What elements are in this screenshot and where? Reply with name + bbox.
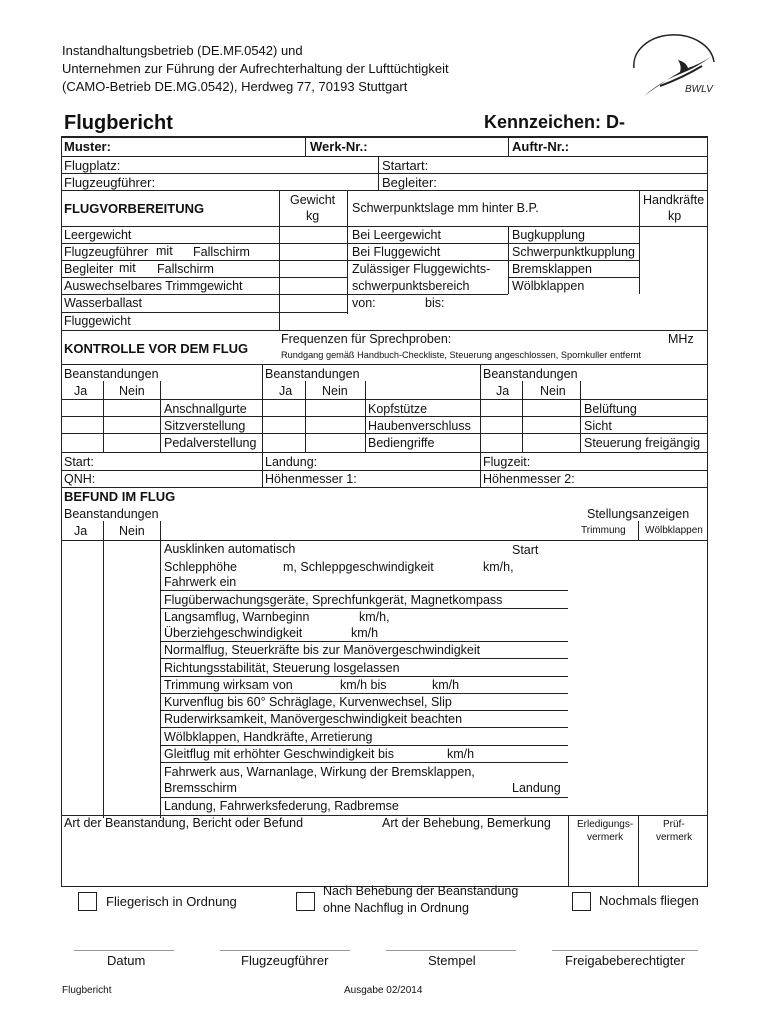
begleiter-weight-label: Begleiter xyxy=(64,262,114,276)
richtungsstabilitaet-label: Richtungsstabilität, Steuerung losgelassen xyxy=(164,661,400,675)
start-marker: Start xyxy=(512,543,539,557)
landung-label: Landung: xyxy=(265,455,318,469)
leergewicht-label: Leergewicht xyxy=(64,228,132,242)
nochmals-label: Nochmals fliegen xyxy=(599,893,699,908)
werknr-label: Werk-Nr.: xyxy=(310,139,368,154)
bugkupplung-label: Bugkupplung xyxy=(512,228,585,242)
fallschirm-label-2: Fallschirm xyxy=(157,262,214,276)
ueberwachung-label: Flugüberwachungsgeräte, Sprechfunkgerät, Magnetkompass xyxy=(164,593,503,607)
fliegerisch-checkbox[interactable] xyxy=(78,892,97,911)
fluggewicht-label: Fluggewicht xyxy=(64,314,131,328)
footer-left: Flugbericht xyxy=(62,985,112,996)
trimmung-kmh-bis: km/h bis xyxy=(340,678,387,692)
gleitflug-kmh: km/h xyxy=(447,747,475,761)
kp-header: kp xyxy=(668,209,682,223)
haubenverschluss-label: Haubenverschluss xyxy=(368,419,471,433)
fliegerisch-label: Fliegerisch in Ordnung xyxy=(106,894,237,909)
nein-a: Nein xyxy=(119,384,145,398)
qnh-label: QNH: xyxy=(64,472,96,486)
erledigung-label-1: Erledigungs- xyxy=(577,819,634,830)
trimmung-kmh: km/h xyxy=(432,678,460,692)
sitzverstellung-label: Sitzverstellung xyxy=(164,419,246,433)
langsamflug-label: Langsamflug, Warnbeginn xyxy=(164,610,310,624)
befund-ja: Ja xyxy=(74,524,88,538)
fahrwerk-aus-label: Fahrwerk aus, Warnanlage, Wirkung der Bremsklappen, xyxy=(164,765,475,779)
vorbereitung-title: FLUGVORBEREITUNG xyxy=(64,201,205,216)
von-label: von: xyxy=(352,296,376,310)
header-line-3: (CAMO-Betrieb DE.MG.0542), Herdweg 77, 70193 Stuttgart xyxy=(62,79,408,94)
fahrwerk-ein-label: Fahrwerk ein xyxy=(164,575,237,589)
pruef-label-1: Prüf- xyxy=(663,819,685,830)
page-title: Flugbericht xyxy=(64,112,173,134)
ja-b: Ja xyxy=(279,384,293,398)
start-label: Start: xyxy=(64,455,94,469)
woelbklappen-label: Wölbklappen xyxy=(512,279,585,293)
art-behebung-label: Art der Behebung, Bemerkung xyxy=(382,816,551,830)
bwlv-logo xyxy=(630,34,720,102)
hoehenmesser-2-label: Höhenmesser 2: xyxy=(483,472,575,486)
stellungsanzeigen-label: Stellungsanzeigen xyxy=(587,507,690,521)
hoehenmesser-1-label: Höhenmesser 1: xyxy=(265,472,357,486)
mhz-label: MHz xyxy=(668,332,694,346)
normalflug-label: Normalflug, Steuerkräfte bis zur Manövergeschwindigkeit xyxy=(164,643,481,657)
beanstandungen-c: Beanstandungen xyxy=(483,367,578,381)
datum-line xyxy=(74,950,174,951)
schwerpunktkupplung-label: Schwerpunktkupplung xyxy=(512,245,635,259)
befund-title: BEFUND IM FLUG xyxy=(64,489,176,504)
fallschirm-label-1: Fallschirm xyxy=(193,245,250,259)
header-line-1: Instandhaltungsbetrieb (DE.MF.0542) und xyxy=(62,43,303,58)
woelbklappen-col-label: Wölbklappen xyxy=(645,525,703,536)
pedalverstellung-label: Pedalverstellung xyxy=(164,436,257,450)
ausklinken-label: Ausklinken automatisch xyxy=(164,542,296,556)
trimmung-wirksam-label: Trimmung wirksam von xyxy=(164,678,293,692)
handkraefte-header: Handkräfte xyxy=(643,193,705,207)
ueberziehgeschwindigkeit-label: Überziehgeschwindigkeit xyxy=(164,626,303,640)
gewicht-header: Gewicht xyxy=(290,193,336,207)
schlepp-kmh: km/h, xyxy=(483,560,514,574)
nein-c: Nein xyxy=(540,384,566,398)
beanstandungen-b: Beanstandungen xyxy=(265,367,360,381)
beanstandungen-a: Beanstandungen xyxy=(64,367,159,381)
nach-behebung-label-2: ohne Nachflug in Ordnung xyxy=(323,901,469,915)
stempel-line xyxy=(386,950,516,951)
langsamflug-kmh: km/h, xyxy=(359,610,390,624)
anschnallgurte-label: Anschnallgurte xyxy=(164,402,247,416)
kurvenflug-label: Kurvenflug bis 60° Schräglage, Kurvenwechsel, Slip xyxy=(164,695,452,709)
mit-label-1: mit xyxy=(156,244,173,258)
trimmung-label: Trimmung xyxy=(581,525,626,536)
zulaessig-label-1: Zulässiger Fluggewichts- xyxy=(352,262,491,276)
schlepphoehe-label: Schlepphöhe xyxy=(164,560,237,574)
landung-marker: Landung xyxy=(512,781,561,795)
erledigung-label-2: vermerk xyxy=(587,832,624,843)
ueberzieh-kmh: km/h xyxy=(351,626,379,640)
pilot-label: Flugzeugführer: xyxy=(64,175,156,190)
nach-behebung-label-1: Nach Behebung der Beanstandung xyxy=(323,884,519,898)
bis-label: bis: xyxy=(425,296,445,310)
trimmgewicht-label: Auswechselbares Trimmgewicht xyxy=(64,279,243,293)
startart-label: Startart: xyxy=(382,158,429,173)
gleitflug-label: Gleitflug mit erhöhter Geschwindigkeit bis xyxy=(164,747,394,761)
pilot-sign-line xyxy=(220,950,350,951)
flugplatz-label: Flugplatz: xyxy=(64,158,121,173)
frequenzen-label: Frequenzen für Sprechproben: xyxy=(281,332,452,346)
art-beanstandung-label: Art der Beanstandung, Bericht oder Befund xyxy=(64,816,304,830)
steuerung-label: Steuerung freigängig xyxy=(584,436,701,450)
stempel-label: Stempel xyxy=(428,953,476,968)
woelbklappen-check-label: Wölbklappen, Handkräfte, Arretierung xyxy=(164,730,373,744)
bei-leergewicht-label: Bei Leergewicht xyxy=(352,228,441,242)
muster-label: Muster: xyxy=(64,139,111,154)
footer-center: Ausgabe 02/2014 xyxy=(344,985,423,996)
bremsklappen-label: Bremsklappen xyxy=(512,262,592,276)
kopfstuetze-label: Kopfstütze xyxy=(368,402,428,416)
ruderwirksamkeit-label: Ruderwirksamkeit, Manövergeschwindigkeit beachten xyxy=(164,712,463,726)
nein-b: Nein xyxy=(322,384,348,398)
ja-c: Ja xyxy=(496,384,510,398)
pilot-sign-label: Flugzeugführer xyxy=(241,953,329,968)
datum-label: Datum xyxy=(107,953,146,968)
header-line-2: Unternehmen zur Führung der Aufrechterhaltung der Lufttüchtigkeit xyxy=(62,61,449,76)
rundgang-label: Rundgang gemäß Handbuch-Checkliste, Steuerung angeschlossen, Spornkuller entfernt xyxy=(281,350,642,360)
befund-nein: Nein xyxy=(119,524,145,538)
bremsschirm-label: Bremsschirm xyxy=(164,781,237,795)
pruef-label-2: vermerk xyxy=(656,832,693,843)
kennzeichen-label: Kennzeichen: D- xyxy=(484,112,626,132)
zulaessig-label-2: schwerpunktsbereich xyxy=(352,279,470,293)
begleiter-label: Begleiter: xyxy=(382,175,437,190)
flugzeugfuehrer-label: Flugzeugführer xyxy=(64,245,149,259)
auftrnr-label: Auftr-Nr.: xyxy=(512,139,570,154)
schwerpunkt-header: Schwerpunktslage mm hinter B.P. xyxy=(352,201,539,215)
logo-text: BWLV xyxy=(685,84,713,95)
landung-fahrwerk-label: Landung, Fahrwerksfederung, Radbremse xyxy=(164,799,399,813)
nach-behebung-checkbox[interactable] xyxy=(296,892,315,911)
kg-header: kg xyxy=(306,209,320,223)
mit-label-2: mit xyxy=(119,261,136,275)
freigabe-line xyxy=(552,950,698,951)
nochmals-checkbox[interactable] xyxy=(572,892,591,911)
sicht-label: Sicht xyxy=(584,419,612,433)
schleppgeschwindigkeit-label: m, Schleppgeschwindigkeit xyxy=(283,560,434,574)
bei-fluggewicht-label: Bei Fluggewicht xyxy=(352,245,441,259)
bediengriffe-label: Bediengriffe xyxy=(368,436,435,450)
belueftung-label: Belüftung xyxy=(584,402,637,416)
flugzeit-label: Flugzeit: xyxy=(483,455,531,469)
ja-a: Ja xyxy=(74,384,88,398)
befund-beanstandungen: Beanstandungen xyxy=(64,507,159,521)
freigabe-label: Freigabeberechtigter xyxy=(565,953,685,968)
kontrolle-title: KONTROLLE VOR DEM FLUG xyxy=(64,341,249,356)
wasserballast-label: Wasserballast xyxy=(64,296,143,310)
